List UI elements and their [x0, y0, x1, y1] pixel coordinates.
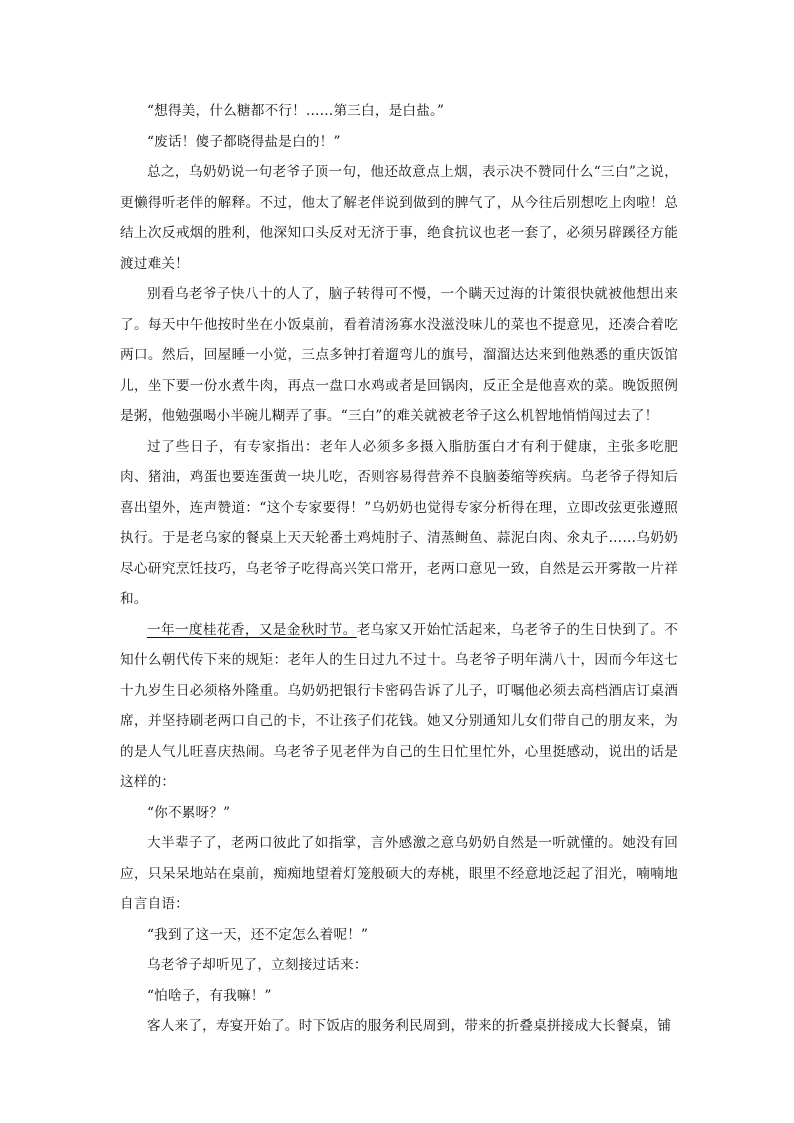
paragraph-11: “怕啥子，有我嘛！”	[147, 987, 272, 1004]
underlined-sentence: 一年一度桂花香，又是金秋时节。	[147, 621, 357, 638]
paragraph-7: “你不累呀？”	[147, 804, 231, 821]
paragraph-2: “废话！傻子都晓得盐是白的！”	[147, 133, 341, 150]
paragraph-10: 乌老爷子却听见了，立刻接过话来：	[147, 957, 368, 973]
paragraph-1: “想得美，什么糖都不行！……第三白，是白盐。”	[147, 103, 445, 119]
paragraph-4: 别看乌老爷子快八十的人了，脑子转得可不慢，一个瞒天过海的计策很快就被他想出来了。每天中午他按时坐在小饭桌前，看着清汤寡水没滋没味儿的菜也不提意见，还凑合着吃两口。然后，回屋睡一小觉，三点多钟打着遛弯儿的旗号，溜溜达达来到他熟悉的重庆饭馆儿，坐下要一份水煮牛肉，再点一盘口水鸡或者是回锅肉，反正全是他喜欢的菜。晚饭照例是粥，他勉强喝小半碗儿糊弄了事。“三白”的难关就被老爷子这么机智地悄悄闯过去了！	[120, 286, 678, 424]
paragraph-9: “我到了这一天，还不定怎么着呢！”	[147, 926, 369, 943]
paragraph-6: 一年一度桂花香，又是金秋时节。老乌家又开始忙活起来，乌老爷子的生日快到了。不知什么朝代传下来的规矩：老年人的生日过九不过十。乌老爷子明年满八十，因而今年这七十九岁生日必须格外隆重。乌奶奶把银行卡密码告诉了儿子，叮嘱他必须去高档酒店订桌酒席，并坚持刷老两口自己的卡，不让孩子们花钱。她又分别通知儿女们带自己的朋友来，为的是人气儿旺喜庆热闹。乌老爷子见老伴为自己的生日忙里忙外，心里挺感动，说出的话是这样的：	[120, 621, 679, 790]
paragraph-12: 客人来了，寿宴开始了。时下饭店的服务利民周到，带来的折叠桌拼接成大长餐桌，铺	[147, 1018, 672, 1034]
paragraph-8: 大半辈子了，老两口彼此了如指掌，言外感激之意乌奶奶自然是一听就懂的。她没有回应，只呆呆地站在桌前，痴痴地望着灯笼般硕大的寿桃，眼里不经意地泛起了泪光，喃喃地自言自语：	[120, 835, 678, 912]
story-text	[120, 96, 678, 1042]
paragraph-5: 过了些日子，有专家指出：老年人必须多多摄入脂肪蛋白才有利于健康，主张多吃肥肉、猪油，鸡蛋也要连蛋黄一块儿吃，否则容易得营养不良脑萎缩等疾病。乌老爷子得知后喜出望外，连声赞道：“这个专家要得！”乌奶奶也觉得专家分析得在理，立即改弦更张遵照执行。于是老乌家的餐桌上天天轮番土鸡炖肘子、清蒸鲥鱼、蒜泥白肉、氽丸子……乌奶奶尽心研究烹饪技巧，乌老爷子吃得高兴笑口常开，老两口意见一致，自然是云开雾散一片祥和。	[120, 438, 678, 607]
paragraph-3: 总之，乌奶奶说一句老爷子顶一句，他还故意点上烟，表示决不赞同什么“三白”之说，更懒得听老伴的解释。不过，他太了解老伴说到做到的脾气了，从今往后别想吃上肉啦！总结上次反戒烟的胜利，他深知口头反对无济于事，绝食抗议也老一套了，必须另辟蹊径方能渡过难关！	[120, 164, 678, 272]
